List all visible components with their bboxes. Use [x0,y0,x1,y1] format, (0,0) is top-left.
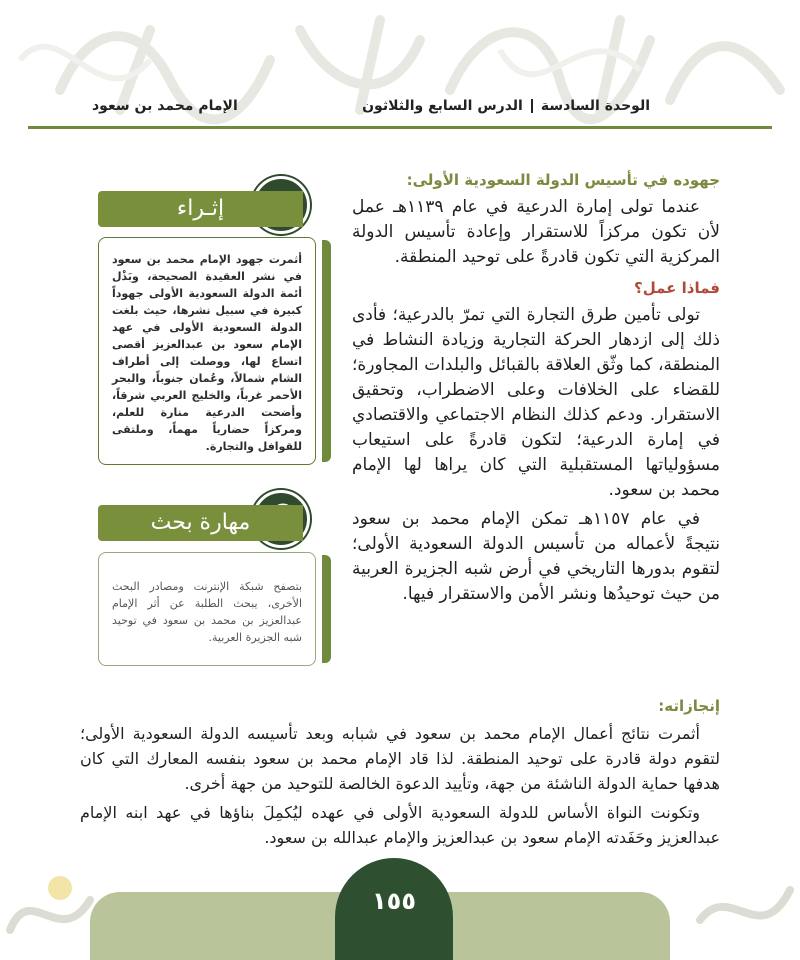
section-heading-achievements: إنجازاته: [658,697,720,715]
paragraph-achievements: أثمرت نتائج أعمال الإمام محمد بن سعود في شبابه وبعد تأسيسه الدولة السعودية الأولى؛ لتقوم دولة قادرة على توحيد المنطقة. لذا قاد الإمام محمد بن سعود بنفسه المعارك التي كان هدفها حماية الدولة الناشئة من جهة، وتأييد الدعوة الخالصة للتوحيد من جهة أخرى. [80,724,720,793]
paragraph-nucleus: وتكونت النواة الأساس للدولة السعودية الأولى في عهده ليُكمِلَ بناؤها في عهد ابنه الإمام عبدالعزيز وحَفَدته الإمام سعود بن عبدالعزيز والإمام عبدالله بن سعود. [80,803,720,847]
header-divider [28,126,772,129]
paragraph-efforts: عندما تولى إمارة الدرعية في عام ١١٣٩هـ عمل لأن تكون مركزاً للاستقرار وإعادة تأسيس الدولة المركزية التي تكون قادرةً على توحيد المنطقة. [352,197,720,267]
research-text: بتصفح شبكة الإنترنت ومصادر البحث الأخرى، يبحث الطلبة عن أثر الإمام عبدالعزيز بن محمد بن سعود في توحيد شبه الجزيرة العربية. [112,580,302,644]
unit-label: الوحدة السادسة [540,98,650,114]
research-box-title: مهارة بحث [98,505,303,541]
paragraph-founding: في عام ١١٥٧هـ تمكن الإمام محمد بن سعود نتيجةً لأعماله من تأسيس الدولة السعودية الأولى؛ لتقوم بدورها التاريخي في أرض شبه الجزيرة العربية من حيث توحيدُها ونشر الأمن والاستقرار فيها. [352,509,720,604]
section-heading-what-did: فماذا عمل؟ [634,279,720,297]
header-separator [531,99,533,113]
header-topic: الإمام محمد بن سعود [92,98,238,114]
achievements-section [80,688,720,854]
lesson-label: الدرس السابع والثلاثون [362,98,523,114]
paragraph-actions: تولى تأمين طرق التجارة التي تمرّ بالدرعية؛ فأدى ذلك إلى ازدهار الحركة التجارية وزيادة النشاط في المنطقة، كما وثّق العلاقة بالقبائل والبلدات المجاورة؛ للقضاء على الخلافات وعلى الاضطراب، وتحقيق الاستقرار. ودعم كذلك النظام الاجتماعي والاقتصادي في إمارة الدرعية؛ لتكون قادرةً على استيعاب مسؤولياتها المستقبلية التي كان يراها لها الإمام محمد بن سعود. [352,305,720,500]
main-column [352,162,720,611]
enrichment-text: أثمرت جهود الإمام محمد بن سعود في نشر العقيدة الصحيحة، وبَذْل أئمة الدولة السعودية الأولى جهوداً كبيرة في سبيل نشرها، حيث بلغت الدولة السعودية الأولى في عهد الإمام سعود بن عبدالعزيز أقصى اتساع لها، ووصلت إلى أطراف الشام شمالاً، وعُمان جنوباً، والبحر الأحمر غرباً، والخليج العربي شرقاً، وأضحت الدرعية منارة للعلم، ومركزاً حضارياً مهماً، وملتقى للقوافل والتجارة. [112,253,302,453]
enrichment-box-accent [312,240,331,462]
enrichment-box-title: إثـراء [98,191,303,227]
header-unit-lesson [230,98,650,114]
research-box-accent [312,555,331,663]
section-heading-efforts: جهوده في تأسيس الدولة السعودية الأولى: [406,171,720,189]
page-number: ١٥٥ [335,858,453,960]
